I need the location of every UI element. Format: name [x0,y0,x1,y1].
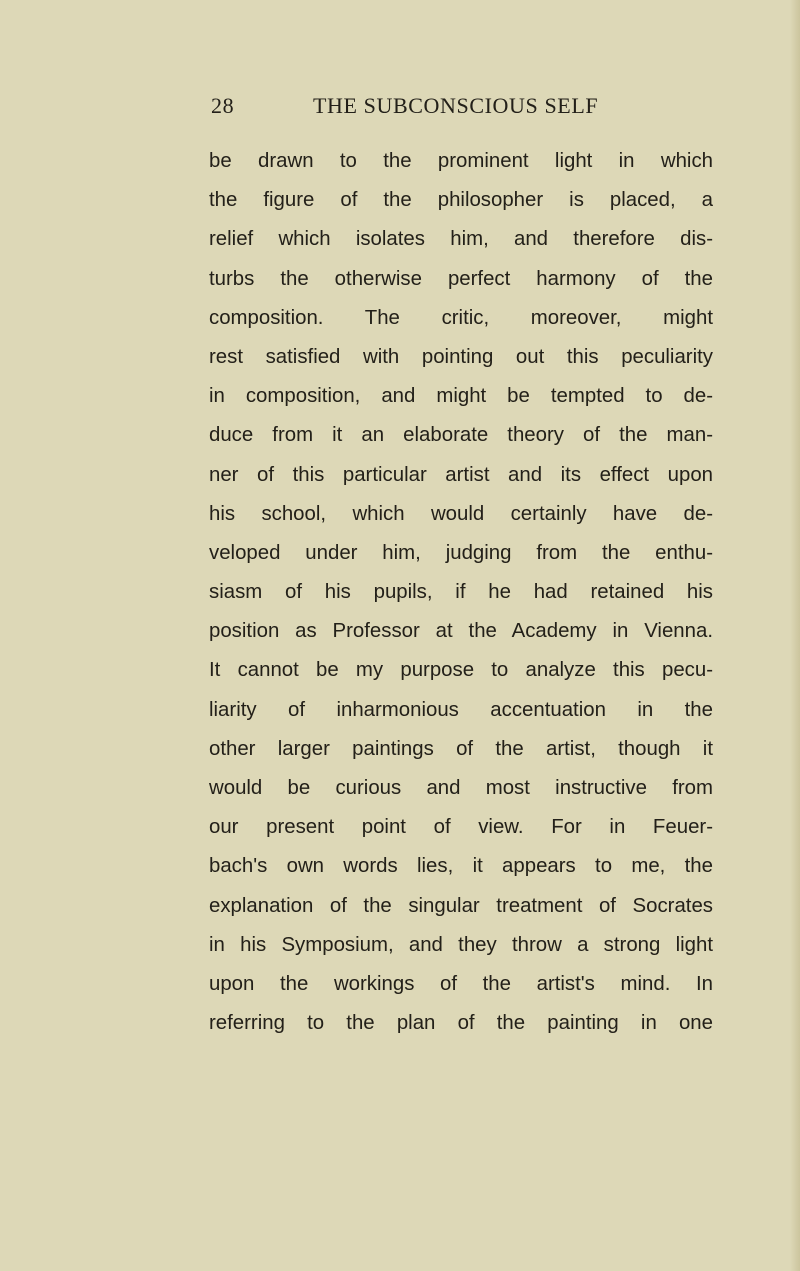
page-number: 28 [211,93,235,118]
text-line: ner of this particular artist and its effect upon [209,463,713,486]
page-header [0,93,800,127]
text-line: be drawn to the prominent light in which [209,150,713,172]
text-line: other larger paintings of the artist, though it [209,737,713,760]
text-line: referring to the plan of the painting in one [209,1012,713,1035]
text-line: would be curious and most instructive from [209,777,713,799]
text-line: his school, which would certainly have de- [209,502,713,525]
body-text [209,142,713,1043]
text-line: veloped under him, judging from the enthu- [209,541,713,564]
text-line: relief which isolates him, and therefore dis- [209,228,713,251]
text-line: rest satisfied with pointing out this peculiarity [209,345,713,368]
text-line: in composition, and might be tempted to de- [209,385,713,408]
text-line: composition. The critic, moreover, might [209,306,713,329]
text-line: upon the workings of the artist's mind. In [209,972,713,995]
text-line: duce from it an elaborate theory of the man- [209,424,713,447]
text-line: It cannot be my purpose to analyze this pecu- [209,659,713,682]
page-edge-shadow [790,0,800,1271]
text-line: position as Professor at the Academy in Vienna. [209,620,713,643]
text-line: liarity of inharmonious accentuation in the [209,698,713,721]
text-line: bach's own words lies, it appears to me, the [209,855,713,878]
text-line: our present point of view. For in Feuer- [209,816,713,839]
text-line: siasm of his pupils, if he had retained his [209,581,713,604]
text-line: explanation of the singular treatment of Socrates [209,894,713,917]
text-line: in his Symposium, and they throw a strong light [209,933,713,956]
text-line: the figure of the philosopher is placed, a [209,189,713,212]
text-line: turbs the otherwise perfect harmony of the [209,267,713,290]
running-head: THE SUBCONSCIOUS SELF [313,93,599,118]
